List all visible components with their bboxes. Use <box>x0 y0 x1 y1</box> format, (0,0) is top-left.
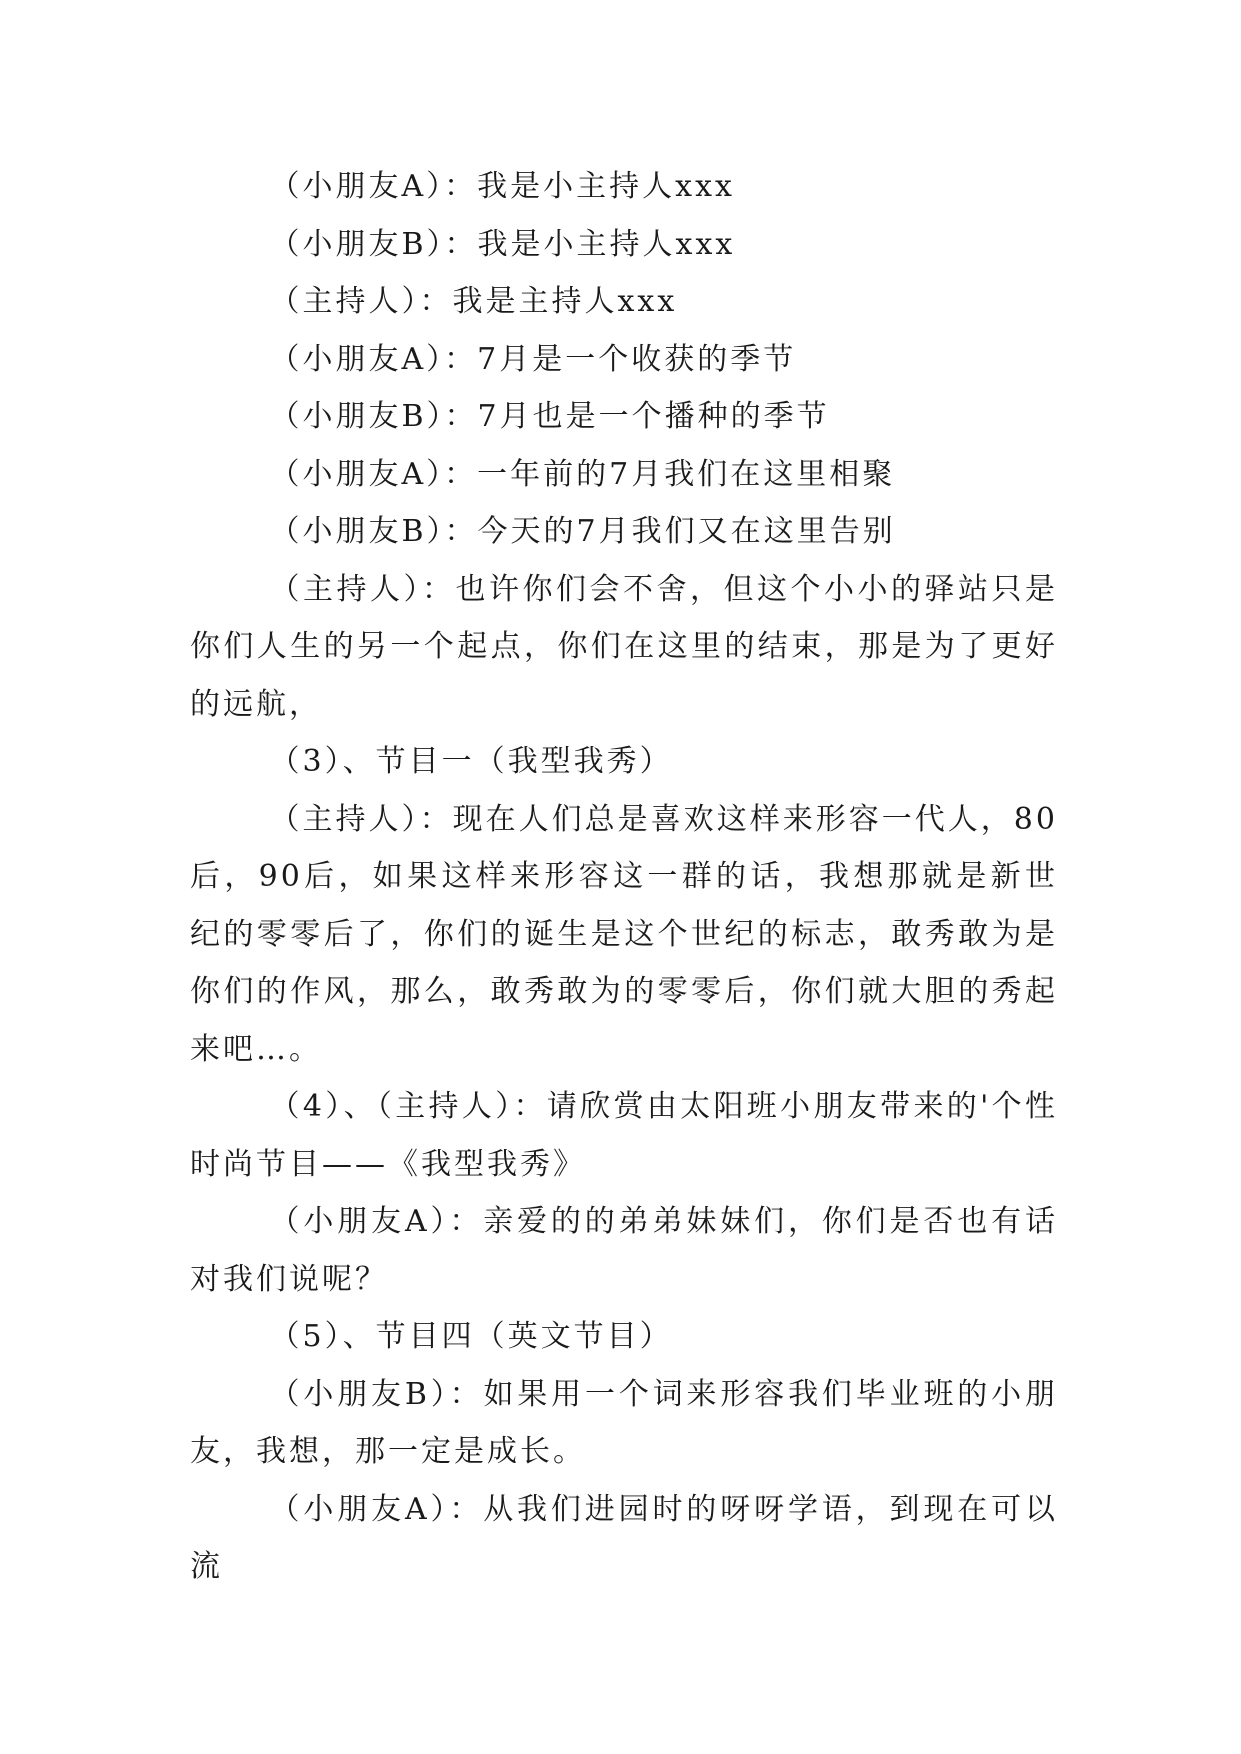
paragraph: （小朋友B）：今天的7月我们又在这里告别 <box>269 514 896 549</box>
paragraph: （小朋友A）：我是小主持人xxx <box>269 169 735 204</box>
document-body <box>190 158 1058 1596</box>
paragraph: （4）、（主持人）：请欣赏由太阳班小朋友带来的'个性时尚节目——《我型我秀》 <box>190 1089 1058 1182</box>
paragraph: （小朋友B）：我是小主持人xxx <box>269 226 736 262</box>
paragraph: （小朋友B）：如果用一个词来形容我们毕业班的小朋友，我想，那一定是成长。 <box>190 1376 1058 1469</box>
paragraph: （主持人）：我是主持人xxx <box>269 284 678 319</box>
section-heading: （5）、节目四（英文节目） <box>269 1319 673 1354</box>
paragraph: （主持人）：现在人们总是喜欢这样来形容一代人，80后，90后，如果这样来形容这一群的话，我想那就是新世纪的零零后了，你们的诞生是这个世纪的标志，敢秀敢为是你们的作风，那么，敢秀敢为的零零后，你们就大胆的秀起来吧…。 <box>190 801 1058 1067</box>
paragraph: （小朋友A）：从我们进园时的呀呀学语，到现在可以流 <box>190 1491 1058 1584</box>
paragraph: （小朋友B）：7月也是一个播种的季节 <box>269 399 830 434</box>
section-heading: （3）、节目一（我型我秀） <box>269 744 673 779</box>
paragraph: （小朋友A）：一年前的7月我们在这里相聚 <box>269 456 896 492</box>
paragraph: （主持人）：也许你们会不舍，但这个小小的驿站只是你们人生的另一个起点，你们在这里的结束，那是为了更好的远航， <box>190 571 1058 722</box>
paragraph: （小朋友A）：亲爱的的弟弟妹妹们，你们是否也有话对我们说呢？ <box>190 1204 1058 1297</box>
paragraph: （小朋友A）：7月是一个收获的季节 <box>269 341 797 377</box>
